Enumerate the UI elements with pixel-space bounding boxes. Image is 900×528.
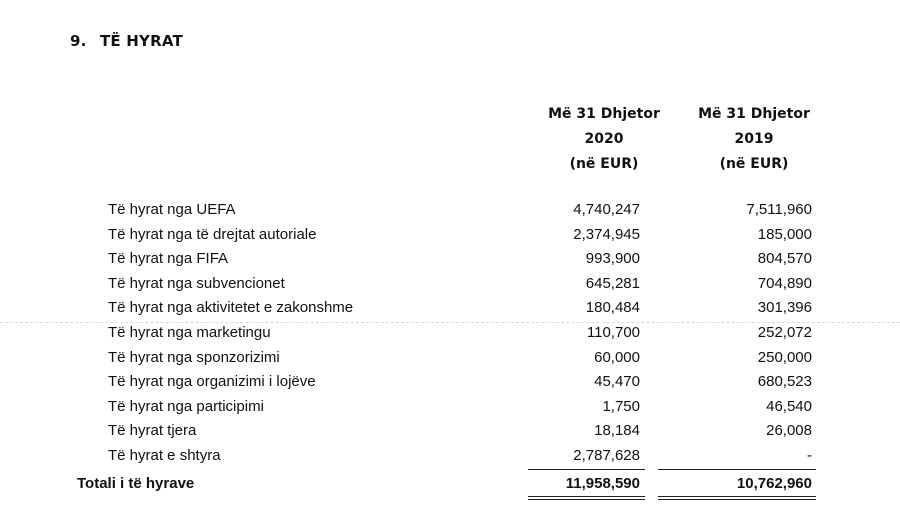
value-2019: 252,072: [757, 323, 812, 341]
row-label: Të hyrat nga UEFA: [108, 201, 236, 218]
row-label: Të hyrat e shtyra: [108, 446, 221, 464]
row-label: Të hyrat nga aktivitetet e zakonshme: [108, 299, 354, 317]
section-heading: [70, 32, 183, 50]
value-2020: 60,000: [594, 348, 640, 366]
table-row: [0, 346, 900, 371]
value-2019: 250,000: [757, 348, 812, 366]
section-number: 9.: [70, 32, 87, 50]
row-label: Të hyrat nga marketingu: [108, 323, 271, 341]
total-label: Totali i të hyrave: [77, 475, 195, 492]
subtotal-rule-2019: [658, 469, 816, 470]
total-double-rule-2019: [658, 496, 816, 500]
value-2020: 180,484: [585, 299, 640, 317]
value-2020: 4,740,247: [573, 201, 640, 218]
value-2020: 993,900: [585, 250, 640, 268]
table-row: [0, 321, 900, 346]
value-2020: 1,750: [602, 397, 640, 415]
column-header-date: Më 31 Dhjetor: [698, 106, 810, 122]
value-2019: 301,396: [757, 299, 812, 317]
total-value-2020: 11,958,590: [565, 475, 640, 492]
section-title: TË HYRAT: [99, 32, 183, 50]
value-2020: 110,700: [586, 323, 640, 341]
column-header-year: 2019: [734, 131, 774, 147]
value-2019: 804,570: [757, 250, 812, 268]
table-row: [0, 198, 900, 223]
table-row: [0, 419, 900, 444]
column-header-2020: [529, 102, 679, 177]
value-2020: 2,787,628: [573, 446, 640, 464]
value-2020: 45,470: [594, 373, 640, 391]
revenue-table: [0, 198, 900, 469]
table-row: [0, 296, 900, 321]
column-header-currency: (në EUR): [719, 156, 789, 172]
value-2019: 26,008: [766, 422, 812, 440]
row-label: Të hyrat nga organizimi i lojëve: [108, 373, 316, 391]
row-label: Të hyrat nga subvencionet: [108, 274, 285, 292]
row-label: Të hyrat tjera: [108, 422, 197, 440]
table-row: [0, 272, 900, 297]
total-row: [0, 474, 900, 498]
total-double-rule-2020: [528, 496, 645, 500]
column-header-2019: [679, 102, 829, 177]
row-label: Të hyrat nga participimi: [108, 397, 264, 415]
row-label: Të hyrat nga të drejtat autoriale: [108, 225, 317, 243]
row-label: Të hyrat nga sponzorizimi: [108, 348, 280, 366]
value-2020: 645,281: [585, 274, 640, 292]
value-2019: 704,890: [757, 274, 812, 292]
table-row: [0, 444, 900, 469]
value-2019: -: [807, 446, 812, 464]
column-header-date: Më 31 Dhjetor: [548, 106, 660, 122]
table-row: [0, 223, 900, 248]
table-row: [0, 247, 900, 272]
subtotal-rule-2020: [528, 469, 645, 470]
value-2019: 7,511,960: [746, 201, 812, 218]
value-2019: 46,540: [766, 397, 812, 415]
value-2020: 18,184: [594, 422, 640, 440]
row-label: Të hyrat nga FIFA: [108, 250, 229, 268]
value-2019: 185,000: [757, 225, 812, 243]
value-2019: 680,523: [757, 373, 812, 391]
column-header-currency: (në EUR): [569, 156, 639, 172]
table-row: [0, 395, 900, 420]
table-row: [0, 370, 900, 395]
column-header-year: 2020: [584, 131, 624, 147]
value-2020: 2,374,945: [573, 225, 640, 243]
total-value-2019: 10,762,960: [736, 475, 812, 492]
